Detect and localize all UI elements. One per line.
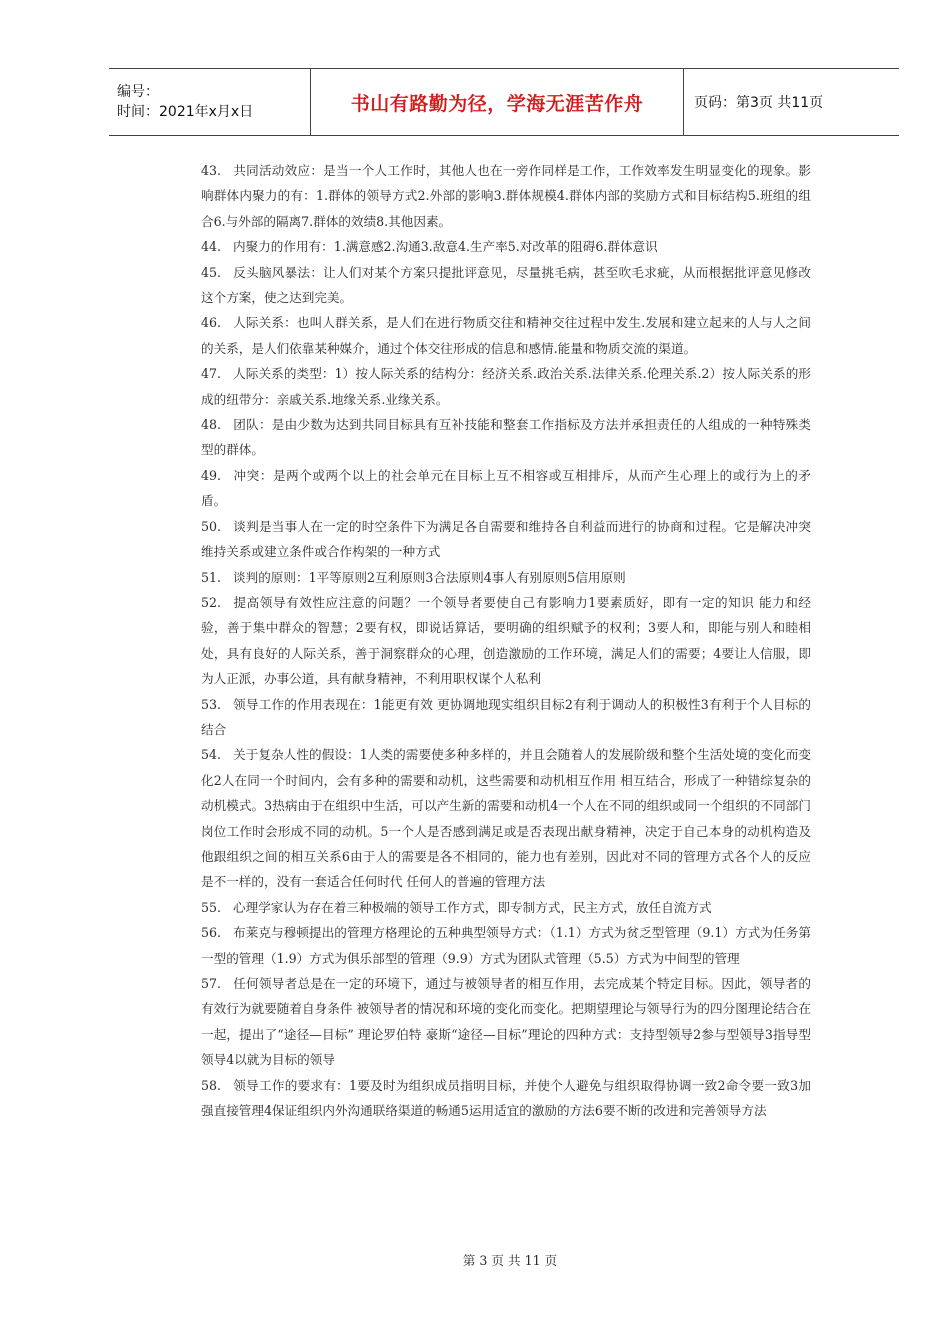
list-item <box>201 692 811 743</box>
list-item <box>201 971 811 1073</box>
item-number: 55. <box>201 899 222 915</box>
item-text: 领导工作的要求有：1要及时为组织成员指明目标，并使个人避免与组织取得协调一致2命令要一致3加强直接管理4保证组织内外沟通联络渠道的畅通5运用适宜的激励的方法6要不断的改进和完善领导方法 <box>201 1077 811 1119</box>
item-text: 谈判的原则：1平等原则2互利原则3合法原则4事人有别原则5信用原则 <box>233 569 626 585</box>
item-number: 57. <box>201 976 222 991</box>
item-text: 布莱克与穆顿提出的管理方格理论的五种典型领导方式：（1.1）方式为贫乏型管理（9.1）方式为任务第一型的管理（1.9）方式为俱乐部型的管理（9.9）方式为团队式管理（5.5）方式为中间型的管理 <box>201 925 811 966</box>
header-info <box>109 69 310 135</box>
document-number-label: 编号： <box>117 84 159 100</box>
list-item <box>201 412 811 463</box>
list-item <box>201 590 811 692</box>
item-number: 48. <box>201 417 222 433</box>
document-date-label: 时间：2021年x月x日 <box>117 104 254 120</box>
header-page-label: 页码：第3页 共11页 <box>694 95 824 111</box>
item-text: 内聚力的作用有：1.满意感2.沟通3.敌意4.生产率5.对改革的阻碍6.群体意识 <box>233 239 658 255</box>
list-item <box>201 234 811 259</box>
item-number: 44. <box>201 239 222 255</box>
item-number: 43. <box>201 163 222 178</box>
list-item <box>201 260 811 311</box>
item-text: 冲突：是两个或两个以上的社会单元在目标上互不相容或互相排斥，从而产生心理上的或行为上的矛盾。 <box>201 467 811 509</box>
item-number: 45. <box>201 264 222 280</box>
item-text: 人际关系的类型：1）按人际关系的结构分：经济关系.政治关系.法律关系.伦理关系.2）按人际关系的形成的纽带分：亲戚关系.地缘关系.业缘关系。 <box>201 366 811 407</box>
item-number: 56. <box>201 925 222 941</box>
document-body <box>201 158 811 1123</box>
list-item <box>201 514 811 565</box>
item-number: 54. <box>201 747 222 763</box>
list-item <box>201 361 811 412</box>
item-number: 49. <box>201 467 222 483</box>
item-text: 谈判是当事人在一定的时空条件下为满足各自需要和维持各自利益而进行的协商和过程。它是解决冲突 维持关系或建立条件或合作构架的一种方式 <box>201 518 811 560</box>
page-footer: 第 3 页 共 11 页 <box>462 1253 558 1268</box>
item-text: 共同活动效应：是当一个人工作时，其他人也在一旁作同样是工作，工作效率发生明显变化的现象。影响群体内聚力的有：1.群体的领导方式2.外部的影响3.群体规模4.群体内部的奖励方式和目标结构5.班组的组合6.与外部的隔离7.群体的效绩8.其他因素。 <box>201 163 811 229</box>
item-text: 领导工作的作用表现在：1能更有效 更协调地现实组织目标2有利于调动人的积极性3有利于个人目标的结合 <box>201 696 811 737</box>
item-text: 关于复杂人性的假设：1人类的需要使多种多样的，并且会随着人的发展阶级和整个生活处境的变化而变化2人在同一个时间内，会有多种的需要和动机，这些需要和动机相互作用 相互结合，形成了一种错综复杂的动机模式。3热病由于在组织中生活，可以产生新的需要和动机4一个人在不同的组织或同一个组织的不同部门 岗位工作时会形成不同的动机。5一个人是否感到满足或是否表现出献身精神，决定于自己本身的动机构造及他跟组织之间的相互关系6由于人的需要是各不相同的，能力也有差别，因此对不同的管理方式各个人的反应是不一样的，没有一套适合任何时代 任何人的普遍的管理方法 <box>201 747 811 890</box>
item-number: 50. <box>201 518 222 534</box>
item-text: 心理学家认为存在着三种极端的领导工作方式，即专制方式，民主方式，放任自流方式 <box>233 899 712 915</box>
item-number: 47. <box>201 366 222 382</box>
list-item <box>201 1073 811 1124</box>
list-item <box>201 463 811 514</box>
header-motto: 书山有路勤为径，学海无涯苦作舟 <box>310 69 684 135</box>
item-text: 提高领导有效性应注意的问题？一个领导者要使自己有影响力1要素质好，即有一定的知识 能力和经验，善于集中群众的智慧；2要有权，即说话算话，要明确的组织赋予的权利；3要人和，即能与别人和睦相处，具有良好的人际关系，善于洞察群众的心理，创造激励的工作环境，满足人们的需要；4要让人信服，即为人正派，办事公道，具有献身精神，不利用职权谋个人私利 <box>201 594 811 687</box>
item-number: 46. <box>201 315 222 331</box>
item-number: 53. <box>201 696 222 712</box>
item-text: 团队：是由少数为达到共同目标具有互补技能和整套工作指标及方法并承担责任的人组成的一种特殊类型的群体。 <box>201 417 811 458</box>
item-number: 51. <box>201 569 222 585</box>
item-text: 人际关系：也叫人群关系，是人们在进行物质交往和精神交往过程中发生.发展和建立起来的人与人之间的关系，是人们依靠某种媒介，通过个体交往形成的信息和感情.能量和物质交流的渠道。 <box>201 315 811 356</box>
list-item <box>201 565 811 590</box>
list-item <box>201 920 811 971</box>
item-number: 58. <box>201 1077 222 1093</box>
list-item <box>201 895 811 920</box>
list-item <box>201 158 811 234</box>
item-text: 任何领导者总是在一定的环境下，通过与被领导者的相互作用，去完成某个特定目标。因此，领导者的有效行为就要随着自身条件 被领导者的情况和环境的变化而变化。把期望理论与领导行为的四分图理论结合在一起，提出了“途径—目标” 理论罗伯特 豪斯“途径—目标”理论的四种方式：支持型领导2参与型领导3指导型领导4以就为目标的领导 <box>201 976 811 1068</box>
list-item <box>201 742 811 894</box>
page-header <box>109 68 899 136</box>
list-item <box>201 310 811 361</box>
item-number: 52. <box>201 594 222 610</box>
item-text: 反头脑风暴法：让人们对某个方案只提批评意见，尽量挑毛病，甚至吹毛求疵，从而根据批评意见修改这个方案，使之达到完美。 <box>201 264 811 306</box>
